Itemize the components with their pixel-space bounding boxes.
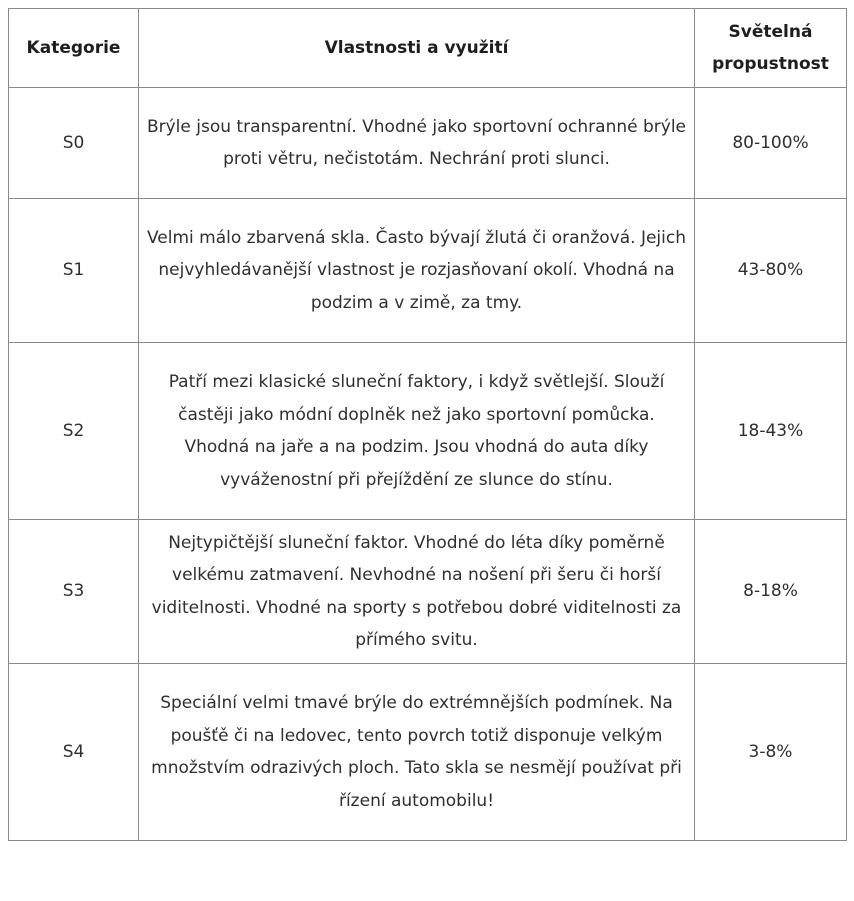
transmission-cell: 8-18% (695, 520, 847, 664)
category-cell: S3 (9, 520, 139, 664)
header-properties: Vlastnosti a využití (139, 9, 695, 88)
category-cell: S1 (9, 199, 139, 343)
table-row (9, 664, 847, 841)
transmission-cell: 18-43% (695, 343, 847, 520)
table-row (9, 88, 847, 199)
transmission-cell: 3-8% (695, 664, 847, 841)
header-category: Kategorie (9, 9, 139, 88)
header-transmission: Světelná propustnost (695, 9, 847, 88)
table-header-row (9, 9, 847, 88)
table-row (9, 199, 847, 343)
table-row (9, 343, 847, 520)
properties-cell: Patří mezi klasické sluneční faktory, i když světlejší. Slouží častěji jako módní doplněk než jako sportovní pomůcka. Vhodná na jaře a na podzim. Jsou vhodná do auta díky vyváženostní při přejíždění ze slunce do stínu. (139, 343, 695, 520)
properties-cell: Nejtypičtější sluneční faktor. Vhodné do léta díky poměrně velkému zatmavení. Nevhodné na nošení při šeru či horší viditelnosti. Vhodné na sporty s potřebou dobré viditelnosti za přímého svitu. (139, 520, 695, 664)
category-cell: S4 (9, 664, 139, 841)
filter-category-table (8, 8, 847, 841)
transmission-cell: 80-100% (695, 88, 847, 199)
properties-cell: Speciální velmi tmavé brýle do extrémnějších podmínek. Na poušťě či na ledovec, tento povrch totiž disponuje velkým množstvím odrazivých ploch. Tato skla se nesmějí používat při řízení automobilu! (139, 664, 695, 841)
category-cell: S0 (9, 88, 139, 199)
table-row (9, 520, 847, 664)
category-cell: S2 (9, 343, 139, 520)
properties-cell: Velmi málo zbarvená skla. Často bývají žlutá či oranžová. Jejich nejvyhledávanější vlastnost je rozjasňovaní okolí. Vhodná na podzim a v zimě, za tmy. (139, 199, 695, 343)
properties-cell: Brýle jsou transparentní. Vhodné jako sportovní ochranné brýle proti větru, nečistotám. Nechrání proti slunci. (139, 88, 695, 199)
transmission-cell: 43-80% (695, 199, 847, 343)
